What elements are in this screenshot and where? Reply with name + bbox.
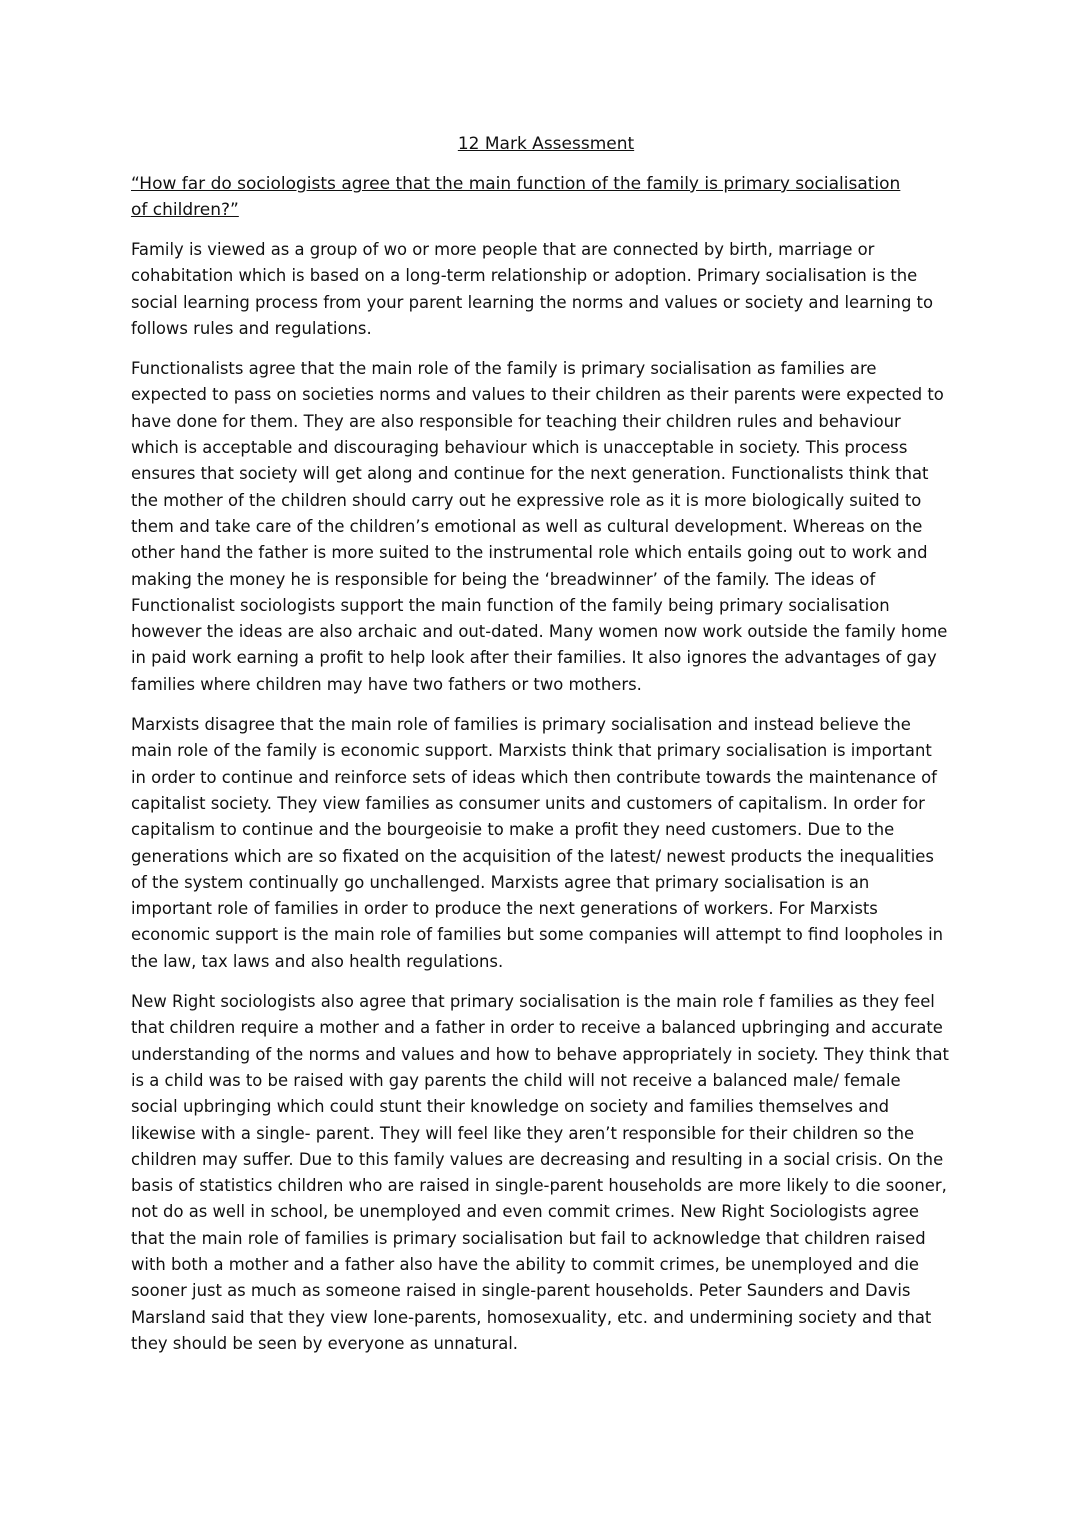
essay-question: “How far do sociologists agree that the main function of the family is primary socialisation of children?”: [131, 174, 901, 220]
document-page: [131, 131, 951, 1371]
paragraph-new-right: New Right sociologists also agree that primary socialisation is the main role f families as they feel that children require a mother and a father in order to receive a balanced upbringing and accurate understanding of the norms and values and how to behave appropriately in society. They think that is a child was to be raised with gay parents the child will not receive a balanced male/ female social upbringing which could stunt their knowledge on society and families themselves and likewise with a single- parent. They will feel like they aren’t responsible for their children so the children may suffer. Due to this family values are decreasing and resulting in a social crisis. On the basis of statistics children who are raised in single-parent households are more likely to die sooner, not do as well in school, be unemployed and even commit crimes. New Right Sociologists agree that the main role of families is primary socialisation but fail to acknowledge that children raised with both a mother and a father also have the ability to commit crimes, be unemployed and die sooner just as much as someone raised in single-parent households. Peter Saunders and Davis Marsland said that they view lone-parents, homosexuality, etc. and undermining society and that they should be seen by everyone as unnatural.: [131, 992, 949, 1353]
paragraph-definitions: Family is viewed as a group of wo or more people that are connected by birth, marriage or cohabitation which is based on a long-term relationship or adoption. Primary socialisation is the social learning process from your parent learning the norms and values or society and learning to follows rules and regulations.: [131, 240, 934, 338]
document-title: 12 Mark Assessment: [457, 134, 635, 154]
paragraph-functionalists: Functionalists agree that the main role of the family is primary socialisation as families are expected to pass on societies norms and values to their children as their parents were expected to have done for them. They are also responsible for teaching their children rules and behaviour which is acceptable and discouraging behaviour which is unacceptable in society. This process ensures that society will get along and continue for the next generation. Functionalists think that the mother of the children should carry out he expressive role as it is more biologically suited to them and take care of the children’s emotional as well as cultural development. Whereas on the other hand the father is more suited to the instrumental role which entails going out to work and making the money he is responsible for being the ‘breadwinner’ of the family. The ideas of Functionalist sociologists support the main function of the family being primary socialisation however the ideas are also archaic and out-dated. Many women now work outside the family home in paid work earning a profit to help look after their families. It also ignores the advantages of gay families where children may have two fathers or two mothers.: [131, 359, 948, 694]
paragraph-marxists: Marxists disagree that the main role of families is primary socialisation and instead believe the main role of the family is economic support. Marxists think that primary socialisation is important in order to continue and reinforce sets of ideas which then contribute towards the maintenance of capitalist society. They view families as consumer units and customers of capitalism. In order for capitalism to continue and the bourgeoisie to make a profit they need customers. Due to the generations which are so fixated on the acquisition of the latest/ newest products the inequalities of the system continually go unchallenged. Marxists agree that primary socialisation is an important role of families in order to produce the next generations of workers. For Marxists economic support is the main role of families but some companies will attempt to find loopholes in the law, tax laws and also health regulations.: [131, 715, 944, 971]
